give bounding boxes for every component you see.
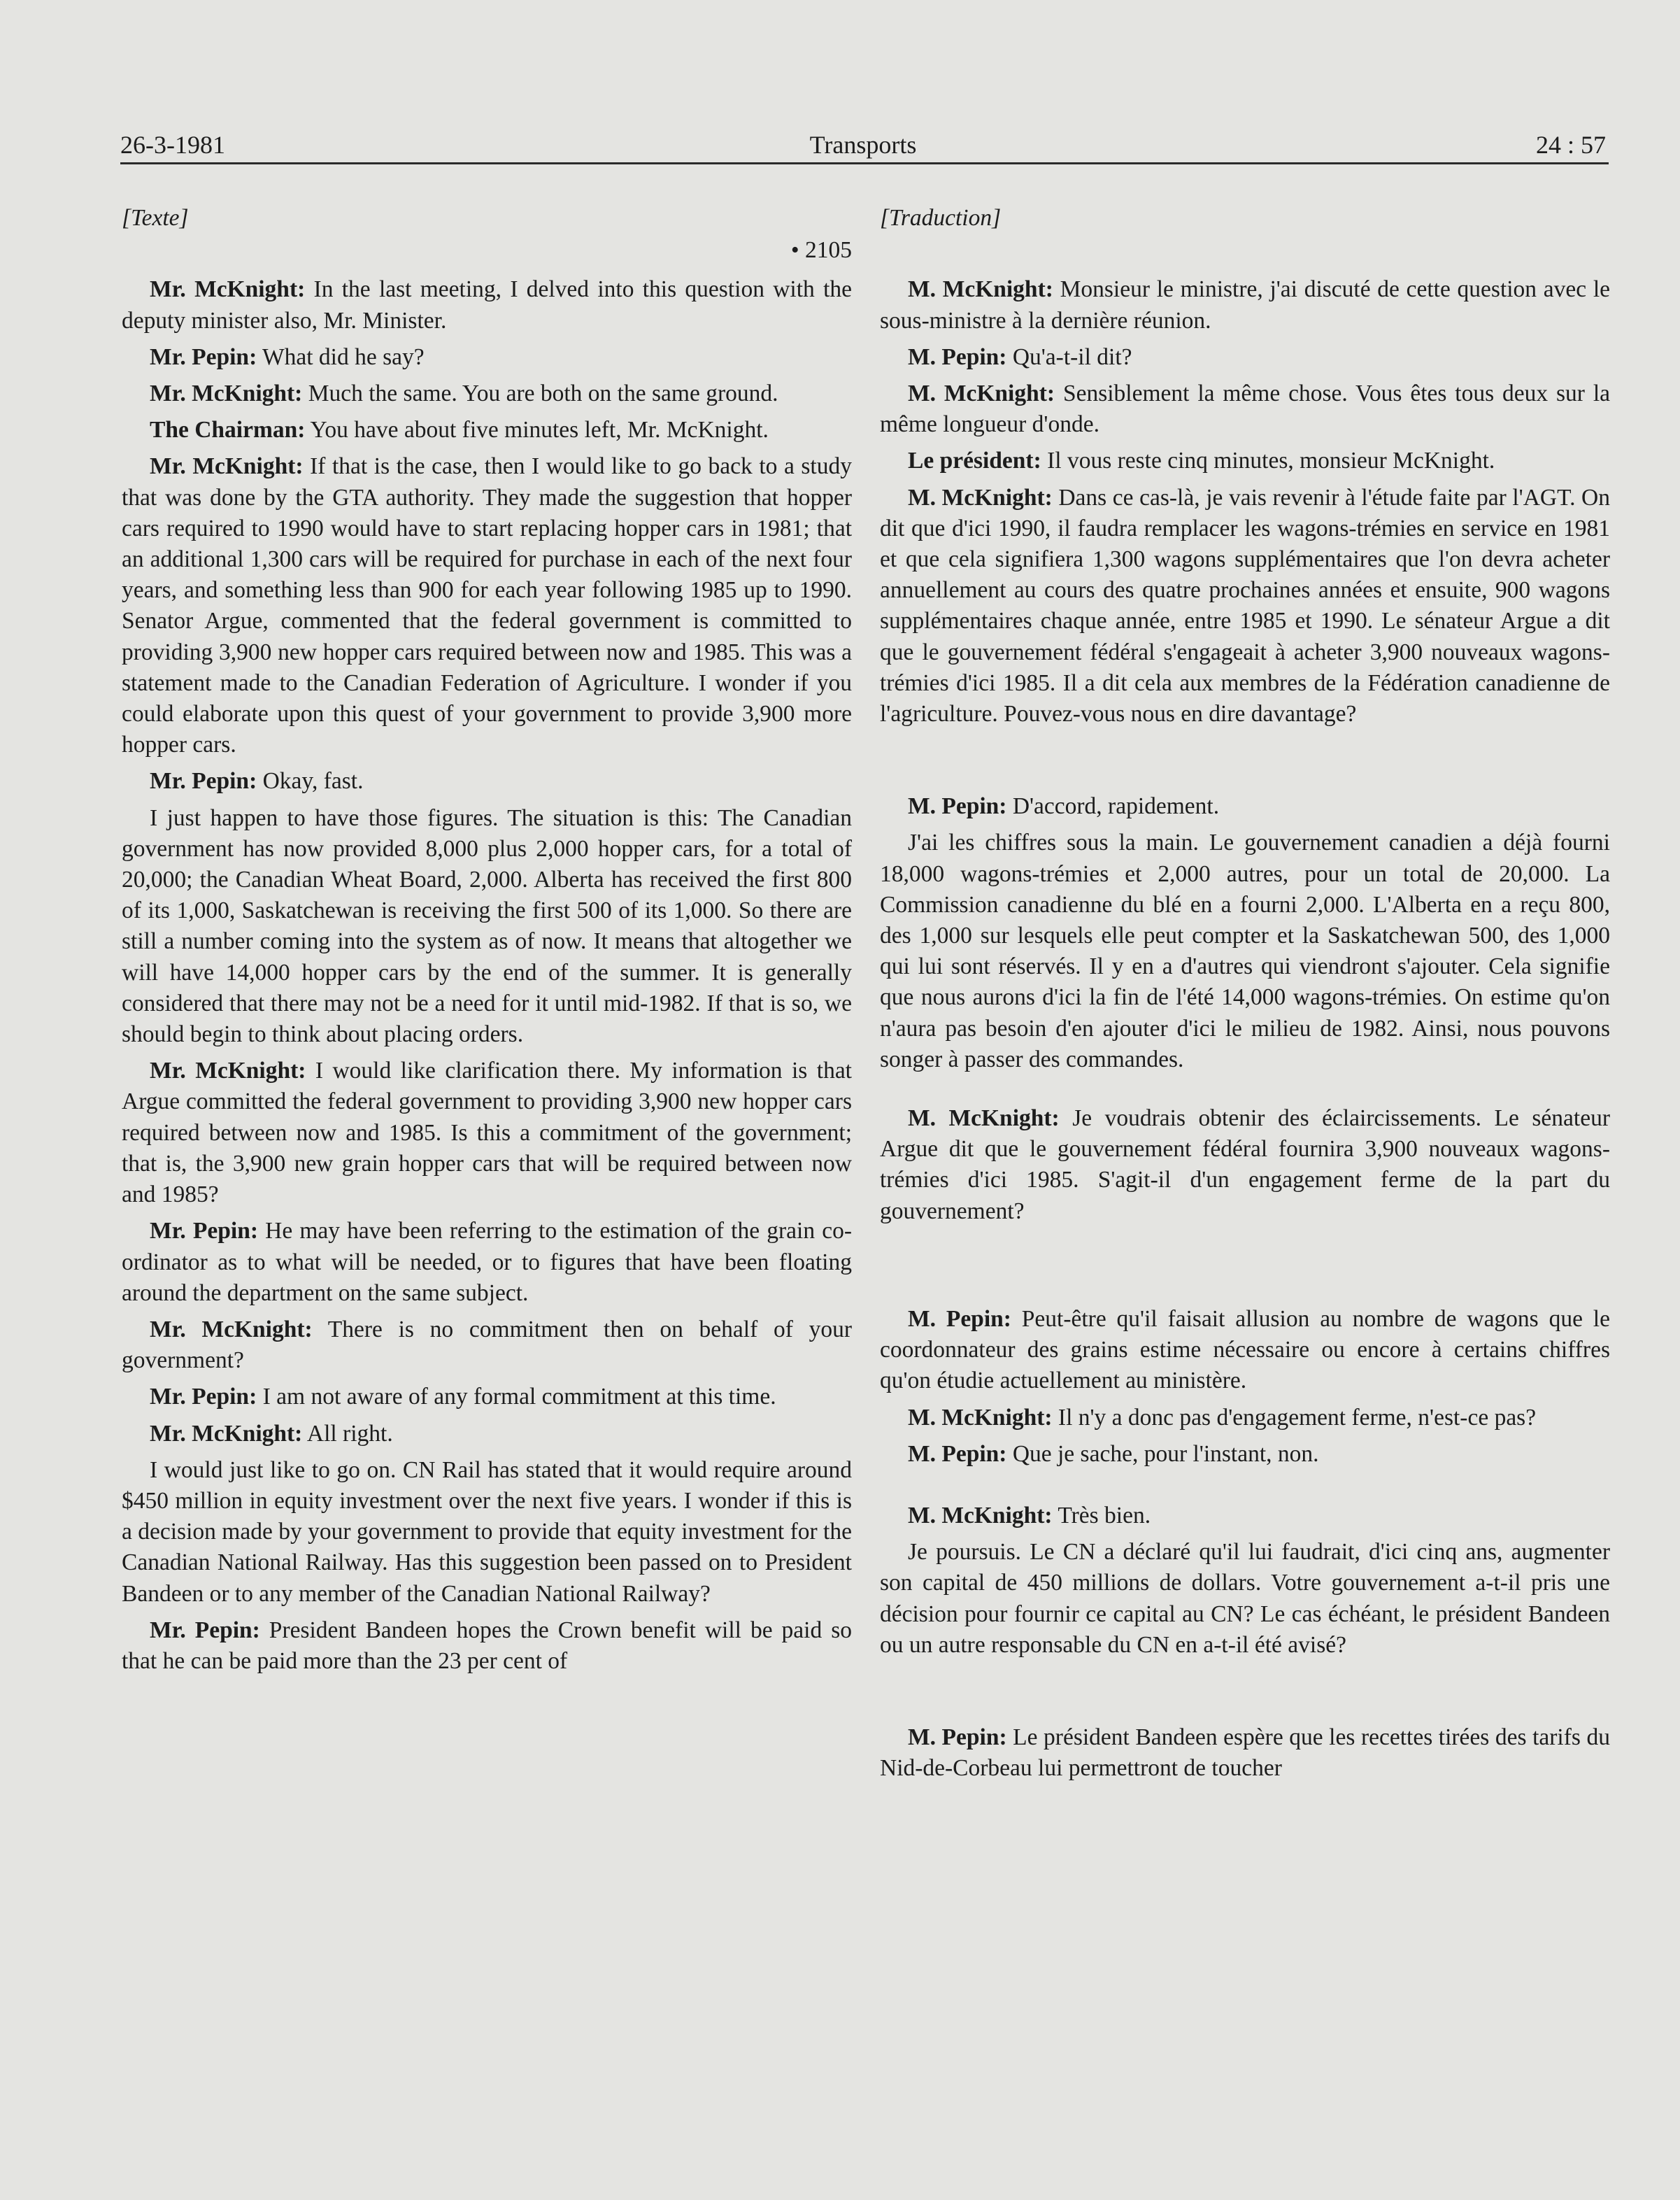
paragraph: [122, 1314, 852, 1376]
speaker: Mr. Pepin:: [150, 343, 257, 370]
paragraph: [122, 274, 852, 336]
paragraph-text: Okay, fast.: [257, 768, 364, 795]
paragraph-text: D'accord, rapidement.: [1006, 793, 1220, 820]
paragraph-text: Je voudrais obtenir des éclaircissements. Le sénateur Argue dit que le gouvernement fédéral fournira 3,900 nouveaux wagons-trémies d'ici 1985. S'agit-il d'un engagement ferme de la part du gouvernement?: [880, 1105, 1611, 1224]
paragraph-text: I am not aware of any formal commitment at this time.: [257, 1384, 776, 1410]
speaker: Mr. McKnight:: [150, 276, 306, 303]
paragraph-text: I would like clarification there. My information is that Argue committed the federal government to providing 3,900 new hopper cars required between now and 1985. Is this a commitment of the government; that is, the 3,900 new grain hopper cars that will be required between now and 1985?: [122, 1058, 852, 1208]
paragraph: [122, 1615, 852, 1677]
speaker: M. McKnight:: [908, 276, 1053, 303]
paragraph: [122, 1419, 852, 1449]
speaker: M. Pepin:: [908, 1305, 1011, 1332]
speaker: Le président:: [908, 448, 1041, 474]
paragraph: [880, 1537, 1610, 1661]
speaker: M. Pepin:: [908, 1440, 1007, 1467]
header-date: 26-3-1981: [120, 131, 225, 159]
paragraph: [122, 1455, 852, 1610]
paragraph-text: J'ai les chiffres sous la main. Le gouvernement canadien a déjà fourni 18,000 wagons-trémies et 2,000 autres, pour un total de 20,000. La Commission canadienne du blé en a fourni 2,000. L'Alberta en a reçu 800, des 1,000 sur lesquels elle peut compter et la Saskatchewan 500, des 1,000 qui lui sont réservés. Il y en a d'autres qui viendront s'ajouter. Cela signifie que nous aurons d'ici la fin de l'été 14,000 wagons-trémies. On estime qu'on n'aura pas besoin d'en ajouter d'ici le milieu de 1982. Ainsi, nous pouvons songer à passer des commandes.: [880, 830, 1610, 1072]
paragraph-text: Je poursuis. Le CN a déclaré qu'il lui faudrait, d'ici cinq ans, augmenter son capital de 450 millions de dollars. Votre gouvernement a-t-il pris une décision pour fournir ce capital au CN? Le cas échéant, le président Bandeen ou un autre responsable du CN en a-t-il été avisé?: [880, 1539, 1610, 1658]
speaker: The Chairman:: [150, 417, 306, 443]
speaker: Mr. McKnight:: [150, 1058, 306, 1084]
speaker: Mr. Pepin:: [150, 1218, 258, 1244]
paragraph-text: Il n'y a donc pas d'engagement ferme, n'est-ce pas?: [1052, 1404, 1537, 1431]
speaker: Mr. McKnight:: [150, 381, 303, 407]
paragraph-text: Monsieur le ministre, j'ai discuté de cette question avec le sous-ministre à la dernière réunion.: [880, 276, 1611, 334]
paragraph: [122, 378, 852, 409]
paragraph-text: Que je sache, pour l'instant, non.: [1006, 1440, 1319, 1467]
paragraph: [880, 1722, 1610, 1784]
speaker: M. McKnight:: [908, 381, 1055, 407]
speaker: M. Pepin:: [908, 1724, 1007, 1750]
paragraph-text: Le président Bandeen espère que les recettes tirées des tarifs du Nid-de-Corbeau lui permettront de toucher: [880, 1724, 1610, 1782]
paragraph-text: If that is the case, then I would like to go back to a study that was done by the GTA authority. They made the suggestion that hopper cars required to 1990 would have to start replacing hopper cars in 1981; that an additional 1,300 cars will be required for purchase in each of the next four years, and something less than 900 for each year following 1985 up to 1990. Senator Argue, commented that the federal government is committed to providing 3,900 new hopper cars required between now and 1985. This was a statement made to the Canadian Federation of Agriculture. I wonder if you could elaborate upon this quest of your government to provide 3,900 more hopper cars.: [122, 453, 852, 758]
paragraph-text: What did he say?: [257, 343, 425, 370]
paragraph-text: Much the same. You are both on the same ground.: [302, 381, 778, 407]
paragraph-text: I just happen to have those figures. The situation is this: The Canadian government has now provided 8,000 plus 2,000 hopper cars, for a total of 20,000; the Canadian Wheat Board, 2,000. Alberta has received the first 800 of its 1,000, Saskatchewan is receiving the first 500 of its 1,000. So there are still a number coming into the system as of now. It means that altogether we will have 14,000 hopper cars by the end of the summer. It is generally considered that there may not be a need for it until mid-1982. If that is so, we should begin to think about placing orders.: [122, 804, 852, 1048]
paragraph: [880, 828, 1610, 1075]
paragraph-text: Qu'a-t-il dit?: [1006, 343, 1132, 370]
text-tag: [Texte]: [122, 205, 189, 231]
paragraph: [880, 446, 1610, 476]
paragraph: [122, 1382, 852, 1412]
paragraph: [122, 342, 852, 373]
paragraph-text: All right.: [302, 1420, 393, 1447]
page-header: [120, 125, 1606, 166]
header-rule: [120, 162, 1609, 164]
french-column: [880, 203, 1610, 1789]
paragraph: [880, 791, 1610, 822]
speaker: M. Pepin:: [908, 343, 1007, 370]
speaker: M. McKnight:: [908, 1404, 1053, 1431]
english-column: [122, 203, 852, 1682]
speaker: Mr. McKnight:: [150, 453, 304, 480]
speaker: M. McKnight:: [908, 484, 1053, 511]
paragraph-text: Peut-être qu'il faisait allusion au nombre de wagons que le coordonnateur des grains estime nécessaire ou encore à certains chiffres qu'on étudie actuellement au ministère.: [880, 1305, 1610, 1394]
paragraph: [880, 1103, 1610, 1227]
paragraph: [880, 1403, 1610, 1433]
paragraph: [880, 378, 1610, 440]
paragraph: [880, 342, 1610, 373]
translation-tag: [Traduction]: [880, 205, 1002, 231]
paragraph-text: I would just like to go on. CN Rail has stated that it would require around $450 million in equity investment over the next five years. I wonder if this is a decision made by your government to provide that equity investment for the Canadian National Railway. Has this suggestion been passed on to President Bandeen or to any member of the Canadian National Railway?: [122, 1456, 852, 1607]
paragraph: [122, 766, 852, 797]
spacer: [880, 235, 1610, 266]
paragraph: [880, 1304, 1610, 1397]
header-page-number: 24 : 57: [1535, 131, 1606, 159]
paragraph: [880, 1439, 1610, 1470]
paragraph-text: He may have been referring to the estimation of the grain co-ordinator as to what will be needed, or to figures that have been floating around the department on the same subject.: [122, 1218, 852, 1306]
paragraph-text: Très bien.: [1052, 1502, 1151, 1528]
paragraph: [122, 415, 852, 446]
speaker: M. McKnight:: [908, 1105, 1060, 1132]
paragraph-text: Sensiblement la même chose. Vous êtes tous deux sur la même longueur d'onde.: [880, 381, 1611, 438]
paragraph: [122, 1056, 852, 1210]
paragraph-text: Dans ce cas-là, je vais revenir à l'étude faite par l'AGT. On dit que d'ici 1990, il faudra remplacer les wagons-trémies en service en 1981 et que cela signifiera 1,300 wagons supplémentaires que l'on devra acheter annuellement au cours des quatre prochaines années et ensuite, 900 wagons supplémentaires chaque année, entre 1985 et 1990. Le sénateur Argue a dit que le gouvernement fédéral s'engageait à acheter 3,900 nouveaux wagons-trémies d'ici 1985. Il a dit cela aux membres de la Fédération canadienne de l'agriculture. Pouvez-vous nous en dire davantage?: [880, 484, 1610, 728]
speaker: Mr. Pepin:: [150, 1617, 260, 1643]
paragraph: [122, 803, 852, 1051]
paragraph-text: Il vous reste cinq minutes, monsieur McKnight.: [1041, 448, 1495, 474]
speaker: M. McKnight:: [908, 1502, 1053, 1528]
speaker: Mr. Pepin:: [150, 768, 257, 795]
paragraph-text: You have about five minutes left, Mr. McKnight.: [305, 417, 769, 443]
paragraph: [880, 483, 1610, 730]
paragraph: [880, 1500, 1610, 1531]
paragraph: [122, 451, 852, 760]
header-title: Transports: [809, 131, 917, 159]
speaker: Mr. McKnight:: [150, 1420, 303, 1447]
speaker: M. Pepin:: [908, 793, 1007, 820]
speaker: Mr. Pepin:: [150, 1384, 257, 1410]
paragraph: [122, 1216, 852, 1309]
paragraph-text: President Bandeen hopes the Crown benefit will be paid so that he can be paid more than the 23 per cent of: [122, 1617, 852, 1674]
speaker: Mr. McKnight:: [150, 1316, 313, 1342]
paragraph-text: There is no commitment then on behalf of your government?: [122, 1316, 852, 1374]
paragraph-text: In the last meeting, I delved into this question with the deputy minister also, Mr. Minister.: [122, 276, 852, 334]
paragraph: [880, 274, 1610, 336]
time-marker: • 2105: [790, 237, 852, 264]
